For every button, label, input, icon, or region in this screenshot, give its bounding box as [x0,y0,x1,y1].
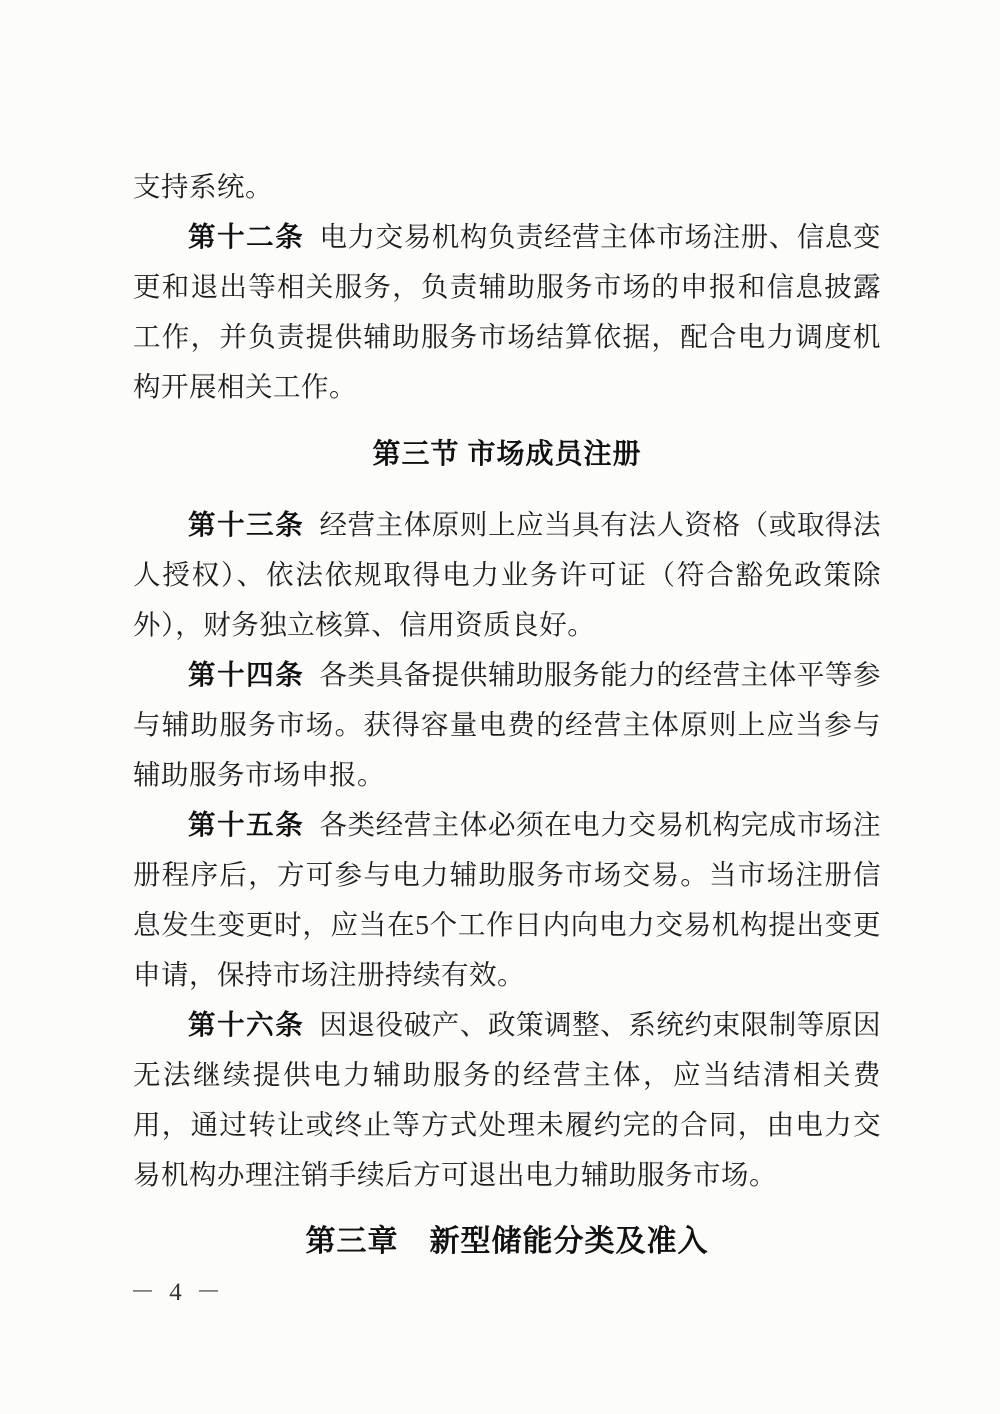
section-3-heading: 第三节 市场成员注册 [372,439,642,470]
article-15-text: 各类经营主体必须在电力交易机构完成市场注册程序后，方可参与电力辅助服务市场交易。当市场注册信息发生变更时，应当在5个工作日内向电力交易机构提出变更申请，保持市场注册持续有效。 [133,809,882,990]
article-14 [133,650,881,800]
article-12 [133,212,881,412]
article-12-text: 电力交易机构负责经营主体市场注册、信息变更和退出等相关服务，负责辅助服务市场的申报和信息披露工作，并负责提供辅助服务市场结算依据，配合电力调度机构开展相关工作。 [133,221,882,402]
article-13-text: 经营主体原则上应当具有法人资格（或取得法人授权）、依法依规取得电力业务许可证（符合豁免政策除外），财务独立核算、信用资质良好。 [133,509,882,640]
article-16 [133,1000,881,1200]
article-16-text: 因退役破产、政策调整、系统约束限制等原因无法继续提供电力辅助服务的经营主体，应当结清相关费用，通过转让或终止等方式处理未履约完的合同，由电力交易机构办理注销手续后方可退出电力辅助服务市场。 [133,1009,882,1190]
article-13 [133,500,881,650]
article-16-label: 第十六条 [188,1009,305,1040]
paragraph-continuation: 支持系统。 [133,171,273,202]
article-15 [133,800,881,1000]
article-15-label: 第十五条 [188,809,305,840]
chapter-3-heading: 第三章 新型储能分类及准入 [305,1225,709,1258]
page-number: － 4 － [130,1279,226,1306]
article-12-label: 第十二条 [188,221,305,252]
document-page [133,162,881,1268]
article-14-text: 各类具备提供辅助服务能力的经营主体平等参与辅助服务市场。获得容量电费的经营主体原则上应当参与辅助服务市场申报。 [133,659,882,790]
article-14-label: 第十四条 [188,659,305,690]
article-13-label: 第十三条 [188,509,305,540]
